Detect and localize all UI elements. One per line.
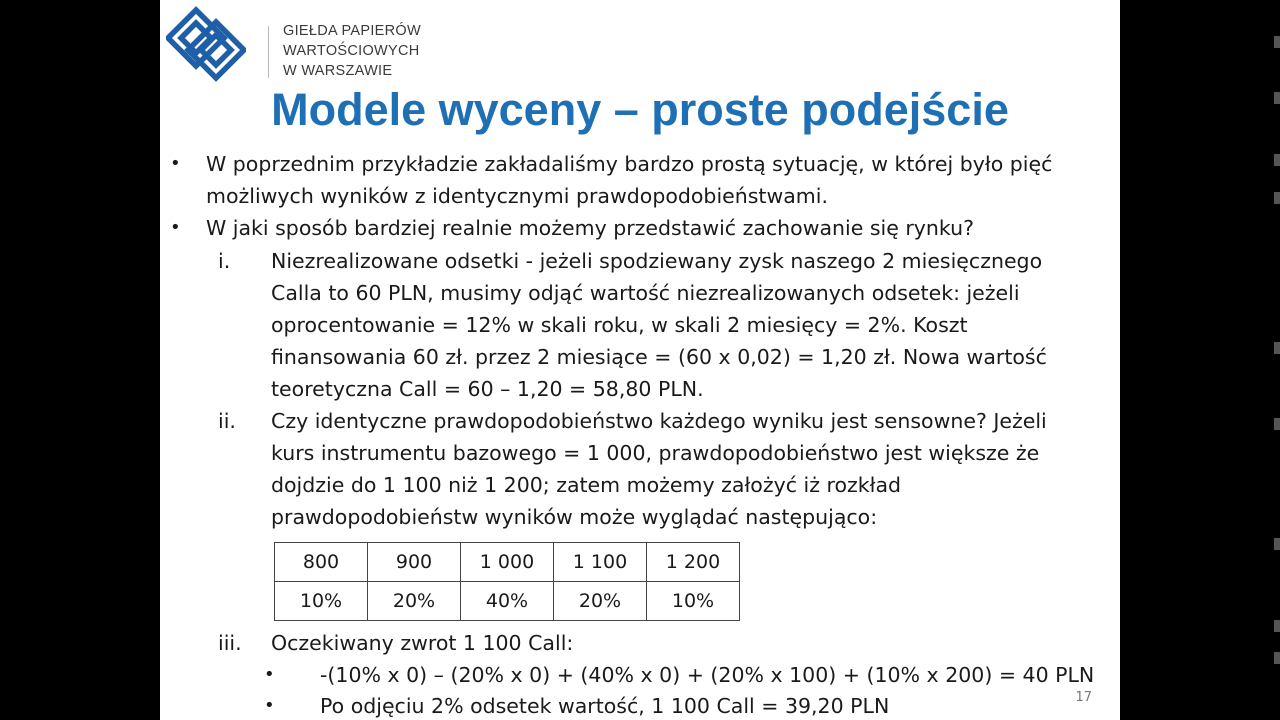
- table-cell: 1 000: [461, 543, 554, 582]
- edge-marker: [1274, 192, 1280, 204]
- item-i-line-4: finansowania 60 zł. przez 2 miesiące = (60 x 0,02) = 1,20 zł. Nowa wartość: [271, 345, 1047, 369]
- item-i-line-5: teoretyczna Call = 60 – 1,20 = 58,80 PLN.: [271, 377, 704, 401]
- logo-text: [283, 21, 421, 81]
- table-row-outcomes: [275, 543, 740, 582]
- slide: [160, 0, 1120, 720]
- table-cell: 20%: [554, 582, 647, 621]
- edge-marker: [1274, 154, 1280, 166]
- edge-marker: [1274, 620, 1280, 632]
- page-number: 17: [1075, 690, 1092, 705]
- edge-marker: [1274, 418, 1280, 430]
- table-cell: 1 200: [647, 543, 740, 582]
- item-i-line-2: Calla to 60 PLN, musimy odjąć wartość niezrealizowanych odsetek: jeżeli: [271, 281, 1020, 305]
- item-iii-line-1: Oczekiwany zwrot 1 100 Call:: [271, 631, 574, 655]
- bullet-1-line-1: W poprzednim przykładzie zakładaliśmy bardzo prostą sytuację, w której było pięć: [206, 152, 1053, 176]
- item-ii-marker: ii.: [218, 409, 236, 433]
- logo-divider: [268, 26, 269, 78]
- slide-title: Modele wyceny – proste podejście: [271, 84, 1009, 135]
- item-i-marker: i.: [218, 249, 231, 273]
- bullet-1-line-2: możliwych wyników z identycznymi prawdopodobieństwami.: [206, 184, 828, 208]
- bullet-2-line-1: W jaki sposób bardziej realnie możemy przedstawić zachowanie się rynku?: [206, 216, 975, 240]
- edge-marker: [1274, 652, 1280, 664]
- item-iii-marker: iii.: [218, 631, 242, 655]
- table-cell: 1 100: [554, 543, 647, 582]
- sub-bullet-marker-2: •: [264, 695, 275, 716]
- item-ii-line-3: dojdzie do 1 100 niż 1 200; zatem możemy założyć iż rozkład: [271, 473, 902, 497]
- probability-table: [274, 542, 740, 621]
- edge-marker: [1274, 538, 1280, 550]
- logo-line-3: W WARSZAWIE: [283, 63, 393, 79]
- logo-line-1: GIEŁDA PAPIERÓW: [283, 23, 421, 39]
- bullet-marker-1: •: [170, 153, 181, 174]
- sub-bullet-2: Po odjęciu 2% odsetek wartość, 1 100 Call = 39,20 PLN: [320, 694, 890, 718]
- table-cell: 800: [275, 543, 368, 582]
- logo-line-2: WARTOŚCIOWYCH: [283, 43, 420, 59]
- edge-marker: [1274, 342, 1280, 354]
- table-cell: 900: [368, 543, 461, 582]
- item-ii-line-4: prawdopodobieństw wyników może wyglądać następująco:: [271, 505, 878, 529]
- table-cell: 10%: [275, 582, 368, 621]
- gpw-logo-icon: [166, 6, 246, 82]
- edge-marker: [1274, 92, 1280, 104]
- sub-bullet-marker-1: •: [264, 664, 275, 685]
- table-cell: 40%: [461, 582, 554, 621]
- bullet-marker-2: •: [170, 217, 181, 238]
- table-cell: 20%: [368, 582, 461, 621]
- item-ii-line-1: Czy identyczne prawdopodobieństwo każdego wyniku jest sensowne? Jeżeli: [271, 409, 1047, 433]
- item-i-line-1: Niezrealizowane odsetki - jeżeli spodziewany zysk naszego 2 miesięcznego: [271, 249, 1043, 273]
- table-cell: 10%: [647, 582, 740, 621]
- table-row-probabilities: [275, 582, 740, 621]
- item-i-line-3: oprocentowanie = 12% w skali roku, w skali 2 miesięcy = 2%. Koszt: [271, 313, 968, 337]
- item-ii-line-2: kurs instrumentu bazowego = 1 000, prawdopodobieństwo jest większe że: [271, 441, 1040, 465]
- sub-bullet-1: -(10% x 0) – (20% x 0) + (40% x 0) + (20% x 100) + (10% x 200) = 40 PLN: [320, 663, 1095, 687]
- edge-marker: [1274, 36, 1280, 48]
